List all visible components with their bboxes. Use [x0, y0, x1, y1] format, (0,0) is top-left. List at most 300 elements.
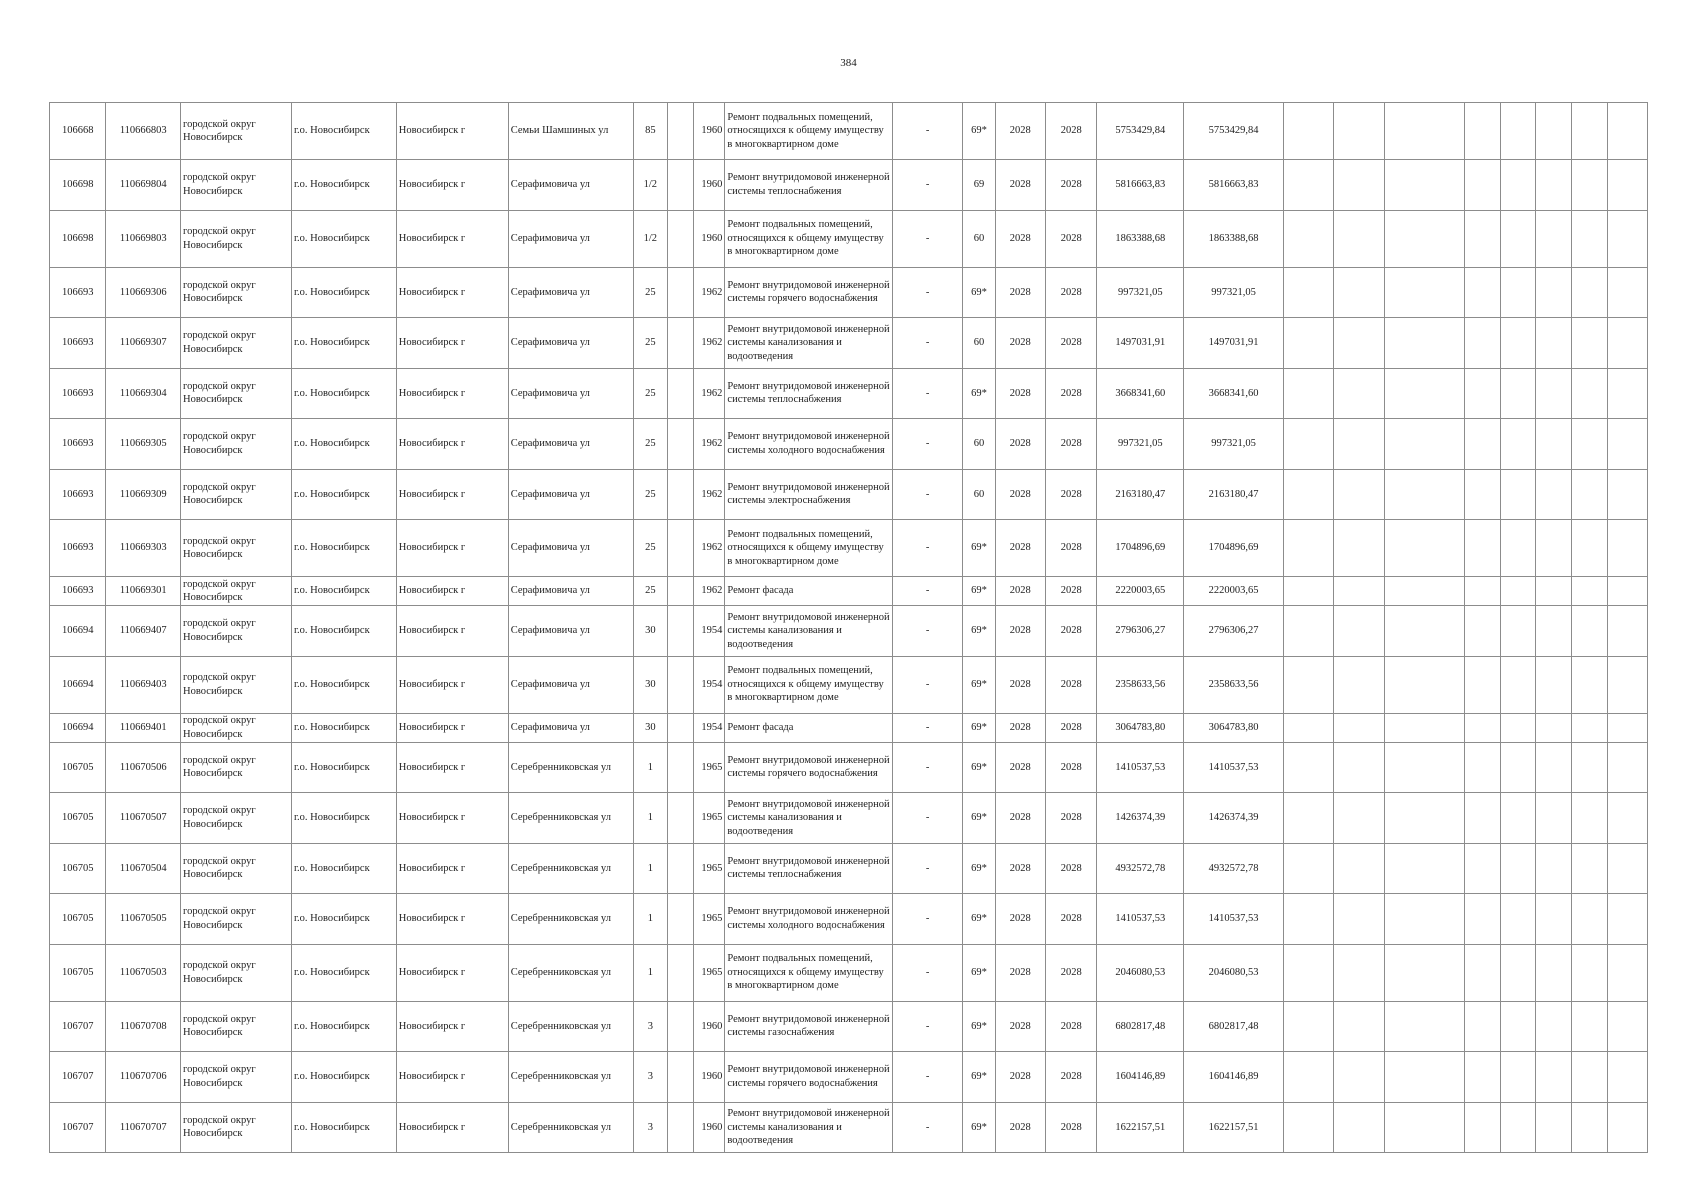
district-cell: г.о. Новосибирск: [291, 103, 396, 160]
empty-cell: [1608, 944, 1648, 1001]
district-cell: г.о. Новосибирск: [291, 843, 396, 894]
object-id-cell: 106705: [50, 742, 106, 793]
work-code-cell: 110670507: [106, 793, 181, 844]
empty-cell: [1608, 793, 1648, 844]
empty-cell: [1535, 1001, 1571, 1052]
object-id-cell: 106694: [50, 713, 106, 742]
wear-percent-cell: 60: [963, 210, 995, 267]
cost-value-cell: 1426374,39: [1097, 793, 1184, 844]
locality-cell: Новосибирск г: [396, 267, 508, 318]
work-code-cell: 110669301: [106, 577, 181, 606]
empty-cell: [1465, 520, 1500, 577]
empty-cell: [1500, 267, 1535, 318]
dash-cell-cell: -: [892, 160, 963, 211]
empty-cell: [1500, 713, 1535, 742]
municipality-cell: городской округ Новосибирск: [181, 160, 292, 211]
locality-cell: Новосибирск г: [396, 419, 508, 470]
dash-cell-cell: -: [892, 894, 963, 945]
table-row: [50, 210, 1648, 267]
work-code-cell: 110670707: [106, 1102, 181, 1153]
work-code-cell: 110670706: [106, 1052, 181, 1103]
total-value-cell: 2220003,65: [1184, 577, 1284, 606]
municipality-cell: городской округ Новосибирск: [181, 894, 292, 945]
empty-cell: [1334, 713, 1384, 742]
empty-cell: [1283, 267, 1333, 318]
district-cell: г.о. Новосибирск: [291, 793, 396, 844]
empty-cell: [1384, 210, 1465, 267]
district-cell: г.о. Новосибирск: [291, 1052, 396, 1103]
empty-cell: [1608, 469, 1648, 520]
district-cell: г.о. Новосибирск: [291, 419, 396, 470]
total-value-cell: 3064783,80: [1184, 713, 1284, 742]
plan-year-start-cell: 2028: [995, 656, 1045, 713]
empty-cell: [1572, 469, 1608, 520]
plan-year-start-cell: 2028: [995, 318, 1045, 369]
empty-cell: [1572, 368, 1608, 419]
empty-cell: [1283, 1001, 1333, 1052]
empty-cell: [1334, 944, 1384, 1001]
municipality-cell: городской округ Новосибирск: [181, 419, 292, 470]
work-type-cell: Ремонт внутридомовой инженерной системы теплоснабжения: [725, 160, 892, 211]
table-row: [50, 944, 1648, 1001]
empty-cell: [1334, 577, 1384, 606]
empty-cell: [1608, 160, 1648, 211]
building-number-cell: [667, 577, 693, 606]
cost-value-cell: 5816663,83: [1097, 160, 1184, 211]
empty-cell: [1608, 318, 1648, 369]
work-type-cell: Ремонт внутридомовой инженерной системы канализования и водоотведения: [725, 318, 892, 369]
empty-cell: [1608, 577, 1648, 606]
empty-cell: [1465, 944, 1500, 1001]
table-row: [50, 606, 1648, 657]
empty-cell: [1465, 843, 1500, 894]
work-type-cell: Ремонт внутридомовой инженерной системы горячего водоснабжения: [725, 742, 892, 793]
locality-cell: Новосибирск г: [396, 469, 508, 520]
wear-percent-cell: 69*: [963, 742, 995, 793]
district-cell: г.о. Новосибирск: [291, 656, 396, 713]
empty-cell: [1535, 1052, 1571, 1103]
empty-cell: [1465, 318, 1500, 369]
object-id-cell: 106668: [50, 103, 106, 160]
empty-cell: [1283, 656, 1333, 713]
empty-cell: [1500, 1102, 1535, 1153]
cost-value-cell: 2046080,53: [1097, 944, 1184, 1001]
plan-year-start-cell: 2028: [995, 1001, 1045, 1052]
street-cell: Серафимовича ул: [508, 419, 633, 470]
empty-cell: [1283, 210, 1333, 267]
total-value-cell: 4932572,78: [1184, 843, 1284, 894]
page-number: 384: [840, 57, 857, 69]
street-cell: Серафимовича ул: [508, 160, 633, 211]
building-number-cell: [667, 368, 693, 419]
empty-cell: [1465, 469, 1500, 520]
wear-percent-cell: 69*: [963, 1001, 995, 1052]
build-year-cell: 1965: [694, 944, 725, 1001]
empty-cell: [1608, 210, 1648, 267]
street-cell: Серебренниковская ул: [508, 894, 633, 945]
house-number-cell: 25: [633, 368, 667, 419]
empty-cell: [1465, 210, 1500, 267]
empty-cell: [1334, 103, 1384, 160]
work-type-cell: Ремонт внутридомовой инженерной системы холодного водоснабжения: [725, 419, 892, 470]
work-type-cell: Ремонт фасада: [725, 713, 892, 742]
house-number-cell: 25: [633, 469, 667, 520]
dash-cell-cell: -: [892, 793, 963, 844]
district-cell: г.о. Новосибирск: [291, 210, 396, 267]
empty-cell: [1283, 843, 1333, 894]
empty-cell: [1465, 1102, 1500, 1153]
wear-percent-cell: 60: [963, 318, 995, 369]
empty-cell: [1608, 419, 1648, 470]
work-type-cell: Ремонт внутридомовой инженерной системы канализования и водоотведения: [725, 1102, 892, 1153]
work-type-cell: Ремонт внутридомовой инженерной системы теплоснабжения: [725, 368, 892, 419]
wear-percent-cell: 69*: [963, 368, 995, 419]
total-value-cell: 1426374,39: [1184, 793, 1284, 844]
building-number-cell: [667, 1052, 693, 1103]
work-type-cell: Ремонт подвальных помещений, относящихся к общему имуществу в многоквартирном доме: [725, 210, 892, 267]
district-cell: г.о. Новосибирск: [291, 368, 396, 419]
house-number-cell: 1: [633, 944, 667, 1001]
cost-value-cell: 997321,05: [1097, 419, 1184, 470]
object-id-cell: 106705: [50, 944, 106, 1001]
empty-cell: [1500, 656, 1535, 713]
plan-year-end-cell: 2028: [1046, 520, 1097, 577]
plan-year-start-cell: 2028: [995, 520, 1045, 577]
empty-cell: [1535, 656, 1571, 713]
registry-table: [49, 102, 1648, 1153]
plan-year-end-cell: 2028: [1046, 606, 1097, 657]
build-year-cell: 1960: [694, 210, 725, 267]
total-value-cell: 5753429,84: [1184, 103, 1284, 160]
object-id-cell: 106693: [50, 419, 106, 470]
empty-cell: [1535, 368, 1571, 419]
build-year-cell: 1965: [694, 894, 725, 945]
street-cell: Серебренниковская ул: [508, 1052, 633, 1103]
table-row: [50, 318, 1648, 369]
empty-cell: [1535, 793, 1571, 844]
dash-cell-cell: -: [892, 469, 963, 520]
plan-year-start-cell: 2028: [995, 894, 1045, 945]
empty-cell: [1500, 520, 1535, 577]
build-year-cell: 1962: [694, 577, 725, 606]
building-number-cell: [667, 520, 693, 577]
total-value-cell: 5816663,83: [1184, 160, 1284, 211]
building-number-cell: [667, 742, 693, 793]
plan-year-start-cell: 2028: [995, 713, 1045, 742]
empty-cell: [1535, 103, 1571, 160]
object-id-cell: 106698: [50, 210, 106, 267]
empty-cell: [1465, 267, 1500, 318]
build-year-cell: 1954: [694, 713, 725, 742]
district-cell: г.о. Новосибирск: [291, 469, 396, 520]
build-year-cell: 1960: [694, 1052, 725, 1103]
object-id-cell: 106694: [50, 606, 106, 657]
municipality-cell: городской округ Новосибирск: [181, 1001, 292, 1052]
empty-cell: [1384, 577, 1465, 606]
dash-cell-cell: -: [892, 843, 963, 894]
empty-cell: [1283, 419, 1333, 470]
empty-cell: [1500, 160, 1535, 211]
building-number-cell: [667, 419, 693, 470]
house-number-cell: 25: [633, 318, 667, 369]
work-type-cell: Ремонт фасада: [725, 577, 892, 606]
plan-year-end-cell: 2028: [1046, 210, 1097, 267]
table-row: [50, 267, 1648, 318]
work-code-cell: 110669309: [106, 469, 181, 520]
municipality-cell: городской округ Новосибирск: [181, 606, 292, 657]
locality-cell: Новосибирск г: [396, 1001, 508, 1052]
empty-cell: [1572, 577, 1608, 606]
empty-cell: [1500, 894, 1535, 945]
empty-cell: [1572, 606, 1608, 657]
wear-percent-cell: 69*: [963, 1102, 995, 1153]
district-cell: г.о. Новосибирск: [291, 606, 396, 657]
plan-year-start-cell: 2028: [995, 606, 1045, 657]
empty-cell: [1572, 103, 1608, 160]
plan-year-start-cell: 2028: [995, 210, 1045, 267]
empty-cell: [1465, 894, 1500, 945]
empty-cell: [1535, 318, 1571, 369]
district-cell: г.о. Новосибирск: [291, 742, 396, 793]
empty-cell: [1572, 843, 1608, 894]
street-cell: Серебренниковская ул: [508, 843, 633, 894]
building-number-cell: [667, 103, 693, 160]
work-code-cell: 110670503: [106, 944, 181, 1001]
total-value-cell: 2046080,53: [1184, 944, 1284, 1001]
build-year-cell: 1960: [694, 1102, 725, 1153]
empty-cell: [1334, 160, 1384, 211]
empty-cell: [1465, 577, 1500, 606]
municipality-cell: городской округ Новосибирск: [181, 267, 292, 318]
table-row: [50, 894, 1648, 945]
work-type-cell: Ремонт подвальных помещений, относящихся к общему имуществу в многоквартирном доме: [725, 944, 892, 1001]
cost-value-cell: 1704896,69: [1097, 520, 1184, 577]
building-number-cell: [667, 160, 693, 211]
building-number-cell: [667, 793, 693, 844]
table-row: [50, 160, 1648, 211]
work-type-cell: Ремонт подвальных помещений, относящихся к общему имуществу в многоквартирном доме: [725, 656, 892, 713]
empty-cell: [1465, 793, 1500, 844]
plan-year-start-cell: 2028: [995, 267, 1045, 318]
empty-cell: [1572, 793, 1608, 844]
object-id-cell: 106693: [50, 368, 106, 419]
wear-percent-cell: 60: [963, 469, 995, 520]
table-row: [50, 713, 1648, 742]
empty-cell: [1465, 103, 1500, 160]
locality-cell: Новосибирск г: [396, 210, 508, 267]
dash-cell-cell: -: [892, 713, 963, 742]
locality-cell: Новосибирск г: [396, 577, 508, 606]
wear-percent-cell: 69*: [963, 843, 995, 894]
empty-cell: [1500, 318, 1535, 369]
object-id-cell: 106698: [50, 160, 106, 211]
work-type-cell: Ремонт подвальных помещений, относящихся к общему имуществу в многоквартирном доме: [725, 103, 892, 160]
wear-percent-cell: 69: [963, 160, 995, 211]
empty-cell: [1334, 793, 1384, 844]
table-row: [50, 793, 1648, 844]
cost-value-cell: 1497031,91: [1097, 318, 1184, 369]
empty-cell: [1535, 577, 1571, 606]
build-year-cell: 1960: [694, 1001, 725, 1052]
empty-cell: [1283, 606, 1333, 657]
empty-cell: [1500, 368, 1535, 419]
table-row: [50, 368, 1648, 419]
cost-value-cell: 1863388,68: [1097, 210, 1184, 267]
work-code-cell: 110669307: [106, 318, 181, 369]
work-code-cell: 110669803: [106, 210, 181, 267]
plan-year-end-cell: 2028: [1046, 318, 1097, 369]
locality-cell: Новосибирск г: [396, 1102, 508, 1153]
wear-percent-cell: 69*: [963, 1052, 995, 1103]
empty-cell: [1384, 944, 1465, 1001]
empty-cell: [1384, 1001, 1465, 1052]
street-cell: Серебренниковская ул: [508, 1102, 633, 1153]
table-row: [50, 103, 1648, 160]
table-row: [50, 1052, 1648, 1103]
work-code-cell: 110669407: [106, 606, 181, 657]
build-year-cell: 1954: [694, 606, 725, 657]
empty-cell: [1500, 742, 1535, 793]
empty-cell: [1572, 267, 1608, 318]
empty-cell: [1384, 318, 1465, 369]
cost-value-cell: 1622157,51: [1097, 1102, 1184, 1153]
cost-value-cell: 3668341,60: [1097, 368, 1184, 419]
street-cell: Серебренниковская ул: [508, 944, 633, 1001]
plan-year-start-cell: 2028: [995, 469, 1045, 520]
district-cell: г.о. Новосибирск: [291, 318, 396, 369]
plan-year-end-cell: 2028: [1046, 1052, 1097, 1103]
empty-cell: [1572, 318, 1608, 369]
empty-cell: [1334, 520, 1384, 577]
empty-cell: [1283, 894, 1333, 945]
municipality-cell: городской округ Новосибирск: [181, 469, 292, 520]
plan-year-end-cell: 2028: [1046, 944, 1097, 1001]
empty-cell: [1535, 944, 1571, 1001]
municipality-cell: городской округ Новосибирск: [181, 742, 292, 793]
empty-cell: [1500, 606, 1535, 657]
empty-cell: [1283, 520, 1333, 577]
empty-cell: [1283, 368, 1333, 419]
cost-value-cell: 2163180,47: [1097, 469, 1184, 520]
table-row: [50, 656, 1648, 713]
total-value-cell: 1497031,91: [1184, 318, 1284, 369]
dash-cell-cell: -: [892, 1102, 963, 1153]
district-cell: г.о. Новосибирск: [291, 894, 396, 945]
table-row: [50, 577, 1648, 606]
total-value-cell: 997321,05: [1184, 267, 1284, 318]
empty-cell: [1500, 577, 1535, 606]
table-row: [50, 1001, 1648, 1052]
total-value-cell: 2796306,27: [1184, 606, 1284, 657]
table-row: [50, 843, 1648, 894]
empty-cell: [1384, 843, 1465, 894]
district-cell: г.о. Новосибирск: [291, 1001, 396, 1052]
empty-cell: [1572, 419, 1608, 470]
house-number-cell: 25: [633, 520, 667, 577]
district-cell: г.о. Новосибирск: [291, 944, 396, 1001]
empty-cell: [1384, 267, 1465, 318]
dash-cell-cell: -: [892, 1052, 963, 1103]
plan-year-start-cell: 2028: [995, 843, 1045, 894]
empty-cell: [1608, 267, 1648, 318]
wear-percent-cell: 69*: [963, 944, 995, 1001]
empty-cell: [1334, 210, 1384, 267]
wear-percent-cell: 69*: [963, 713, 995, 742]
empty-cell: [1500, 103, 1535, 160]
empty-cell: [1535, 210, 1571, 267]
house-number-cell: 25: [633, 419, 667, 470]
house-number-cell: 25: [633, 267, 667, 318]
locality-cell: Новосибирск г: [396, 103, 508, 160]
plan-year-end-cell: 2028: [1046, 577, 1097, 606]
municipality-cell: городской округ Новосибирск: [181, 1102, 292, 1153]
empty-cell: [1500, 469, 1535, 520]
empty-cell: [1572, 520, 1608, 577]
empty-cell: [1572, 210, 1608, 267]
plan-year-end-cell: 2028: [1046, 1102, 1097, 1153]
wear-percent-cell: 69*: [963, 606, 995, 657]
empty-cell: [1608, 103, 1648, 160]
empty-cell: [1384, 1102, 1465, 1153]
empty-cell: [1283, 318, 1333, 369]
empty-cell: [1384, 103, 1465, 160]
empty-cell: [1384, 606, 1465, 657]
object-id-cell: 106693: [50, 318, 106, 369]
cost-value-cell: 3064783,80: [1097, 713, 1184, 742]
street-cell: Серафимовича ул: [508, 606, 633, 657]
empty-cell: [1608, 713, 1648, 742]
empty-cell: [1608, 894, 1648, 945]
plan-year-end-cell: 2028: [1046, 713, 1097, 742]
dash-cell-cell: -: [892, 944, 963, 1001]
object-id-cell: 106705: [50, 793, 106, 844]
building-number-cell: [667, 318, 693, 369]
empty-cell: [1384, 1052, 1465, 1103]
empty-cell: [1465, 1052, 1500, 1103]
total-value-cell: 1863388,68: [1184, 210, 1284, 267]
house-number-cell: 1/2: [633, 210, 667, 267]
building-number-cell: [667, 469, 693, 520]
plan-year-start-cell: 2028: [995, 419, 1045, 470]
district-cell: г.о. Новосибирск: [291, 520, 396, 577]
object-id-cell: 106694: [50, 656, 106, 713]
work-code-cell: 110666803: [106, 103, 181, 160]
dash-cell-cell: -: [892, 606, 963, 657]
object-id-cell: 106693: [50, 577, 106, 606]
street-cell: Серафимовича ул: [508, 469, 633, 520]
empty-cell: [1283, 793, 1333, 844]
house-number-cell: 1: [633, 793, 667, 844]
work-type-cell: Ремонт внутридомовой инженерной системы газоснабжения: [725, 1001, 892, 1052]
street-cell: Серафимовича ул: [508, 267, 633, 318]
house-number-cell: 85: [633, 103, 667, 160]
building-number-cell: [667, 843, 693, 894]
work-code-cell: 110670506: [106, 742, 181, 793]
plan-year-start-cell: 2028: [995, 742, 1045, 793]
municipality-cell: городской округ Новосибирск: [181, 713, 292, 742]
empty-cell: [1572, 1001, 1608, 1052]
dash-cell-cell: -: [892, 210, 963, 267]
municipality-cell: городской округ Новосибирск: [181, 793, 292, 844]
plan-year-end-cell: 2028: [1046, 656, 1097, 713]
empty-cell: [1535, 520, 1571, 577]
empty-cell: [1334, 843, 1384, 894]
plan-year-start-cell: 2028: [995, 103, 1045, 160]
object-id-cell: 106705: [50, 843, 106, 894]
empty-cell: [1283, 1052, 1333, 1103]
dash-cell-cell: -: [892, 103, 963, 160]
empty-cell: [1572, 1102, 1608, 1153]
